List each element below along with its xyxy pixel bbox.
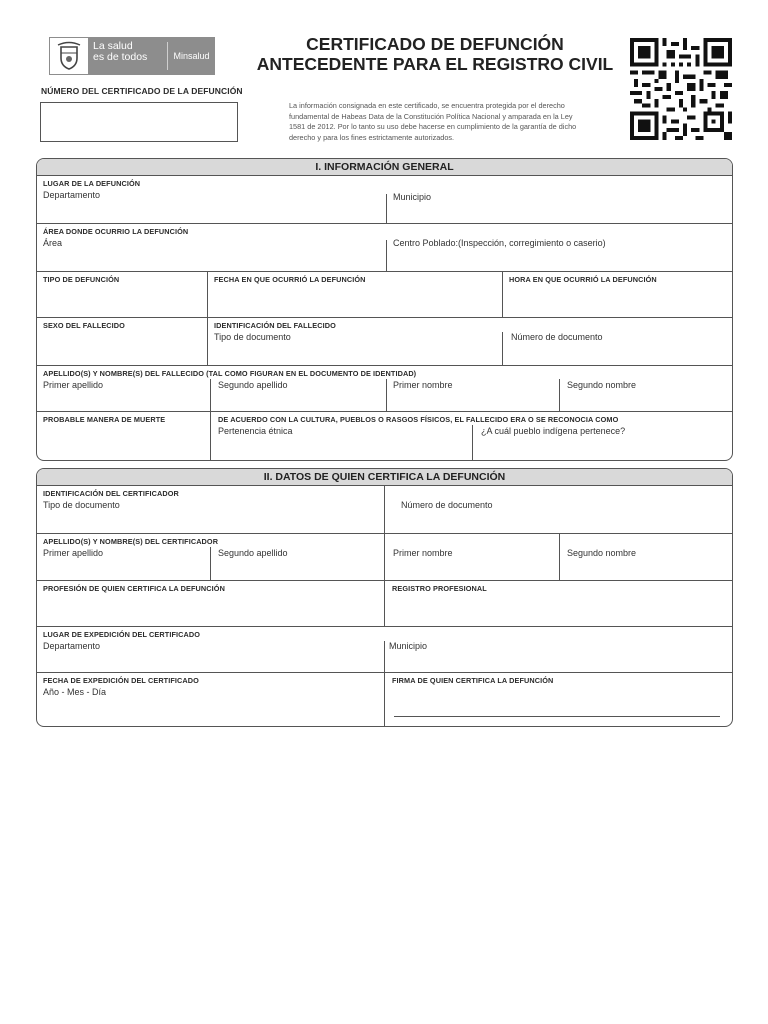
primer-nombre-certificador-text[interactable]: Primer nombre: [393, 548, 453, 558]
divider: [386, 240, 387, 272]
row-sexo-identificacion: [37, 318, 732, 366]
departamento-text: Departamento: [43, 190, 101, 200]
divider: [386, 194, 387, 224]
divider: [559, 534, 560, 580]
lugar-defuncion-label: LUGAR DE LA DEFUNCIÓN: [43, 179, 141, 188]
divider: [386, 379, 387, 411]
identificacion-certificador-label: IDENTIFICACIÓN DEL CERTIFICADOR: [43, 489, 179, 498]
field-hora-defuncion[interactable]: [503, 272, 732, 317]
row-tipo-fecha-hora: [37, 272, 732, 318]
fecha-expedicion-label: FECHA DE EXPEDICIÓN DEL CERTIFICADO: [43, 676, 199, 685]
divider: [210, 412, 211, 460]
nombres-certificador-label: APELLIDO(S) Y NOMBRE(S) DEL CERTIFICADOR: [43, 537, 219, 546]
pertenencia-text: Pertenencia étnica: [218, 426, 293, 436]
primer-nombre-text[interactable]: Primer nombre: [393, 380, 453, 390]
section-1-title: I. INFORMACIÓN GENERAL: [37, 159, 732, 176]
section-informacion-general: [36, 158, 733, 461]
logo-slogan: [89, 37, 167, 75]
tipo-defuncion-label: TIPO DE DEFUNCIÓN: [43, 275, 120, 284]
row-fecha-firma: [37, 673, 732, 727]
area-label: ÁREA DONDE OCURRIO LA DEFUNCIÓN: [43, 227, 189, 236]
tipo-documento-certificador-text: Tipo de documento: [43, 500, 120, 510]
title-line-2: ANTECEDENTE PARA EL REGISTRO CIVIL: [256, 54, 614, 74]
field-sexo[interactable]: [37, 318, 207, 365]
field-manera-muerte[interactable]: [37, 412, 210, 460]
minsalud-logo: [49, 37, 215, 75]
nombres-fallecido-label: APELLIDO(S) Y NOMBRE(S) DEL FALLECIDO (TAL COMO FIGURAN EN EL DOCUMENTO DE IDENTIDAD): [43, 369, 417, 378]
fecha-defuncion-label: FECHA EN QUE OCURRIÓ LA DEFUNCIÓN: [214, 275, 366, 284]
field-profesion[interactable]: [37, 581, 383, 626]
row-nombres-fallecido: [37, 366, 732, 412]
signature-line: [394, 716, 720, 717]
manera-muerte-label: PROBABLE MANERA DE MUERTE: [43, 415, 166, 424]
coat-of-arms-icon: [49, 37, 89, 75]
hora-defuncion-label: HORA EN QUE OCURRIÓ LA DEFUNCIÓN: [509, 275, 657, 284]
divider: [384, 673, 385, 727]
divider: [472, 425, 473, 460]
identificacion-fallecido-label: IDENTIFICACIÓN DEL FALLECIDO: [214, 321, 336, 330]
field-tipo-documento-certificador[interactable]: [37, 486, 383, 533]
primer-apellido-text: Primer apellido: [43, 380, 104, 390]
privacy-notice: La información consignada en este certificado, se encuentra protegida por el derecho fundamental de Habeas Data de la Constitución Política Nacional y amparada en la Ley 1581 de 2012. Por lo tanto su uso debe hacerse en cumplimiento de la garantía de dicho derecho y para los fines estrictamente autorizados.: [289, 101, 577, 142]
row-area-defuncion: [37, 224, 732, 272]
qr-code-icon: [630, 38, 732, 140]
page-title: [250, 34, 620, 74]
firma-label: FIRMA DE QUIEN CERTIFICA LA DEFUNCIÓN: [392, 676, 554, 685]
tipo-documento-text: Tipo de documento: [214, 332, 291, 342]
divider: [384, 534, 385, 580]
primer-apellido-certificador-text: Primer apellido: [43, 548, 104, 558]
divider: [210, 547, 211, 580]
divider: [559, 379, 560, 411]
municipio-expedicion-text[interactable]: Municipio: [389, 641, 428, 651]
segundo-nombre-certificador-text[interactable]: Segundo nombre: [567, 548, 637, 558]
cert-number-label: NÚMERO DEL CERTIFICADO DE LA DEFUNCIÓN: [41, 86, 243, 96]
area-text: Área: [43, 238, 63, 248]
divider: [384, 581, 385, 626]
logo-line-2: es de todos: [93, 51, 148, 63]
section-datos-certificador: [36, 468, 733, 727]
sexo-label: SEXO DEL FALLECIDO: [43, 321, 125, 330]
segundo-apellido-certificador-text[interactable]: Segundo apellido: [218, 548, 288, 558]
segundo-nombre-text[interactable]: Segundo nombre: [567, 380, 637, 390]
row-lugar-defuncion: [37, 176, 732, 224]
profesion-label: PROFESIÓN DE QUIEN CERTIFICA LA DEFUNCIÓN: [43, 584, 225, 593]
cultura-label: DE ACUERDO CON LA CULTURA, PUEBLOS O RASGOS FÍSICOS, EL FALLECIDO ERA O SE RECONOCIA COMO: [218, 415, 619, 424]
logo-line-1: La salud: [93, 40, 133, 52]
field-lugar-departamento[interactable]: [37, 176, 385, 223]
divider: [210, 379, 211, 411]
centro-poblado-text[interactable]: Centro Poblado:(Inspección, corregimiento o caserio): [393, 238, 606, 248]
departamento-expedicion-text: Departamento: [43, 641, 101, 651]
row-nombres-certificador: [37, 534, 732, 581]
registro-profesional-label: REGISTRO PROFESIONAL: [392, 584, 487, 593]
field-primer-apellido-certificador[interactable]: [37, 534, 219, 580]
numero-documento-certificador-text[interactable]: Número de documento: [401, 500, 493, 510]
row-manera-muerte-etnia: [37, 412, 732, 460]
field-area[interactable]: [37, 224, 385, 271]
field-registro-profesional[interactable]: [386, 581, 732, 626]
row-profesion-registro: [37, 581, 732, 627]
fecha-formato-text: Año - Mes - Día: [43, 687, 107, 697]
pueblo-indigena-text[interactable]: ¿A cuál pueblo indígena pertenece?: [481, 426, 626, 436]
field-fecha-defuncion[interactable]: [208, 272, 502, 317]
cert-number-field[interactable]: [40, 102, 238, 142]
segundo-apellido-text[interactable]: Segundo apellido: [218, 380, 288, 390]
divider: [502, 332, 503, 366]
numero-documento-text[interactable]: Número de documento: [511, 332, 603, 342]
field-tipo-defuncion[interactable]: [37, 272, 207, 317]
field-tipo-documento[interactable]: [208, 318, 502, 365]
row-lugar-expedicion: [37, 627, 732, 673]
municipio-text[interactable]: Municipio: [393, 192, 432, 202]
title-line-1: CERTIFICADO DE DEFUNCIÓN: [306, 34, 564, 54]
field-fecha-expedicion[interactable]: [37, 673, 383, 727]
row-identificacion-certificador: [37, 486, 732, 534]
field-firma[interactable]: [386, 673, 732, 727]
field-lugar-expedicion-departamento[interactable]: [37, 627, 383, 672]
section-2-title: II. DATOS DE QUIEN CERTIFICA LA DEFUNCIÓN: [37, 469, 732, 486]
divider: [384, 486, 385, 533]
logo-brand: Minsalud: [173, 51, 210, 61]
lugar-expedicion-label: LUGAR DE EXPEDICIÓN DEL CERTIFICADO: [43, 630, 201, 639]
divider: [384, 641, 385, 672]
